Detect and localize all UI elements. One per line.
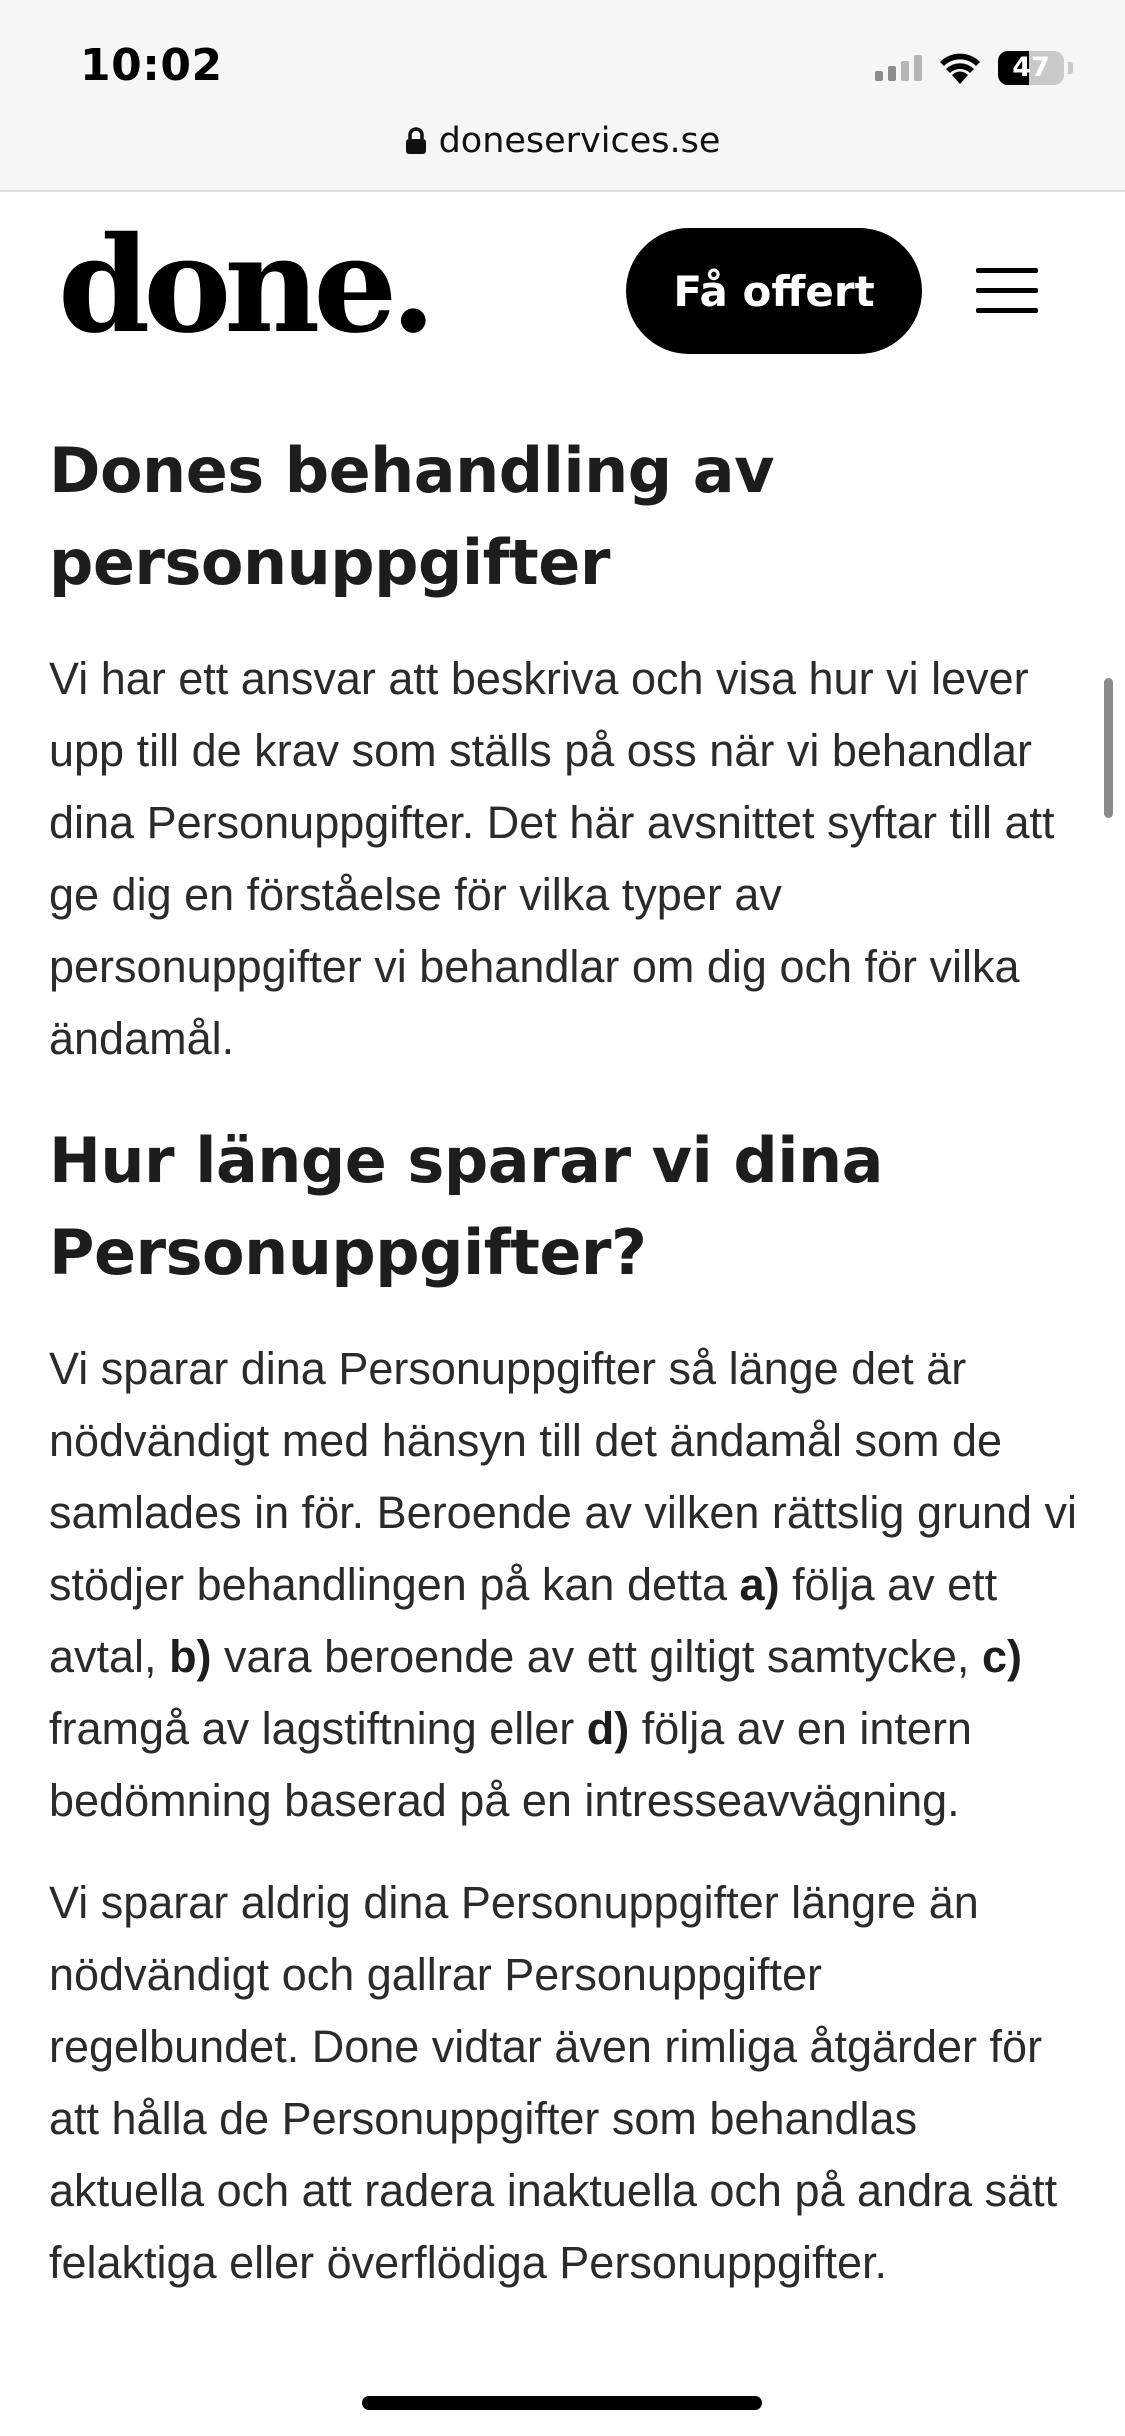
section-heading-retention: Hur länge sparar vi dina Personuppgifter?: [49, 1124, 883, 1289]
done-logo[interactable]: done.: [58, 208, 430, 363]
text-run: följa av ett avtal,: [49, 1559, 998, 1682]
text-run: vara beroende av ett giltigt samtycke,: [211, 1631, 982, 1682]
home-indicator[interactable]: [362, 2396, 762, 2410]
battery-cap: [1068, 62, 1073, 74]
text-run: Vi sparar dina Personuppgifter så länge det är nödvändigt med hänsyn till det ändamål som de samlades in för. Beroende av vilken rättslig grund vi stödjer behandlingen på kan detta: [49, 1343, 1078, 1610]
wifi-icon: [938, 51, 982, 85]
address-bar[interactable]: [0, 118, 1125, 164]
status-icons: [875, 46, 1073, 90]
article-content: [49, 425, 1079, 2299]
section-heading-processing: Dones behandling av personuppgifter: [49, 434, 775, 599]
text-run: framgå av lagstiftning eller: [49, 1703, 587, 1754]
paragraph-retention-basis: [49, 1333, 1079, 1837]
browser-chrome: [0, 0, 1125, 192]
status-time: 10:02: [80, 40, 223, 91]
battery-icon: [998, 51, 1064, 85]
list-marker-c: c): [981, 1631, 1022, 1682]
hamburger-menu-icon[interactable]: [976, 268, 1038, 314]
list-marker-b: b): [169, 1631, 212, 1682]
lock-icon: [405, 127, 427, 155]
scrollbar-thumb[interactable]: [1104, 678, 1113, 818]
site-header: [0, 192, 1125, 392]
paragraph-retention-deletion: Vi sparar aldrig dina Personuppgifter längre än nödvändigt och gallrar Personuppgifter regelbundet. Done vidtar även rimliga åtgärder för att hålla de Personuppgifter som behandlas aktuella och att radera inaktuella och på andra sätt felaktiga eller överflödiga Personuppgifter.: [49, 1877, 1058, 2288]
list-marker-a: a): [739, 1559, 780, 1610]
paragraph-processing: Vi har ett ansvar att beskriva och visa hur vi lever upp till de krav som ställs på oss när vi behandlar dina Personuppgifter. Det här avsnittet syftar till att ge dig en förståelse för vilka typer av personuppgifter vi behandlar om dig och för vilka ändamål.: [49, 653, 1055, 1064]
text-run: följa av en intern bedömning baserad på en intresseavvägning.: [49, 1703, 972, 1826]
url-text: doneservices.se: [438, 121, 721, 161]
battery-level: 47: [1012, 52, 1050, 83]
list-marker-d: d): [586, 1703, 630, 1754]
get-quote-button[interactable]: Få offert: [626, 228, 922, 354]
cellular-signal-icon: [875, 55, 922, 81]
